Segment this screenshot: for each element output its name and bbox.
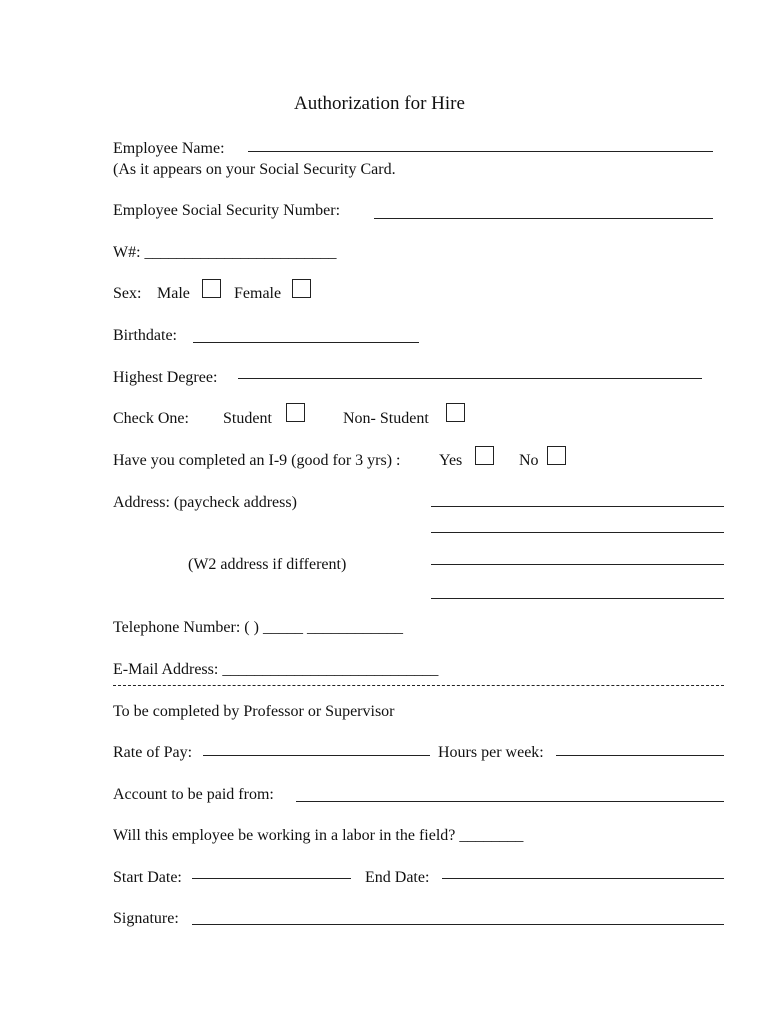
rate-of-pay-label: Rate of Pay:: [113, 744, 193, 761]
form-title: Authorization for Hire: [294, 93, 465, 114]
address-label: Address: (paycheck address): [113, 494, 297, 511]
rate-of-pay-field[interactable]: [203, 755, 430, 756]
end-date-label: End Date:: [365, 869, 430, 886]
sex-label: Sex:: [113, 285, 142, 302]
account-label: Account to be paid from:: [113, 786, 274, 803]
male-label: Male: [157, 285, 190, 302]
i9-label: Have you completed an I-9 (good for 3 yrs) :: [113, 452, 401, 469]
birthdate-label: Birthdate:: [113, 327, 177, 344]
female-label: Female: [234, 285, 282, 302]
labor-field-question[interactable]: Will this employee be working in a labor in the field? ________: [113, 827, 524, 844]
section-divider: [113, 685, 724, 686]
w2-address-line-2[interactable]: [431, 598, 724, 599]
highest-degree-label: Highest Degree:: [113, 369, 218, 386]
student-checkbox[interactable]: [286, 403, 305, 422]
supervisor-heading: To be completed by Professor or Supervisor: [113, 703, 395, 720]
email-field[interactable]: E-Mail Address: ___________________________: [113, 661, 439, 678]
w2-address-line-1[interactable]: [431, 564, 724, 565]
end-date-field[interactable]: [442, 878, 724, 879]
hours-per-week-field[interactable]: [556, 755, 724, 756]
student-label: Student: [223, 410, 272, 427]
account-field[interactable]: [296, 801, 724, 802]
signature-field[interactable]: [192, 924, 724, 925]
male-checkbox[interactable]: [202, 279, 221, 298]
i9-no-label: No: [519, 452, 539, 469]
employee-name-note: (As it appears on your Social Security Card.: [113, 161, 396, 178]
ssn-field[interactable]: [374, 218, 713, 219]
female-checkbox[interactable]: [292, 279, 311, 298]
start-date-field[interactable]: [192, 878, 351, 879]
i9-yes-label: Yes: [439, 452, 463, 469]
non-student-checkbox[interactable]: [446, 403, 465, 422]
employee-name-field[interactable]: [248, 151, 713, 152]
non-student-label: Non- Student: [343, 410, 429, 427]
address-line-2[interactable]: [431, 532, 724, 533]
start-date-label: Start Date:: [113, 869, 182, 886]
i9-yes-checkbox[interactable]: [475, 446, 494, 465]
highest-degree-field[interactable]: [238, 378, 702, 379]
i9-no-checkbox[interactable]: [547, 446, 566, 465]
w-number-field[interactable]: W#: ________________________: [113, 244, 337, 261]
address-line-1[interactable]: [431, 506, 724, 507]
telephone-field[interactable]: Telephone Number: ( ) _____ ____________: [113, 619, 403, 636]
check-one-label: Check One:: [113, 410, 189, 427]
hours-per-week-label: Hours per week:: [438, 744, 544, 761]
employee-name-label: Employee Name:: [113, 140, 225, 157]
ssn-label: Employee Social Security Number:: [113, 202, 341, 219]
w2-address-label: (W2 address if different): [188, 556, 347, 573]
signature-label: Signature:: [113, 910, 179, 927]
birthdate-field[interactable]: [193, 342, 419, 343]
